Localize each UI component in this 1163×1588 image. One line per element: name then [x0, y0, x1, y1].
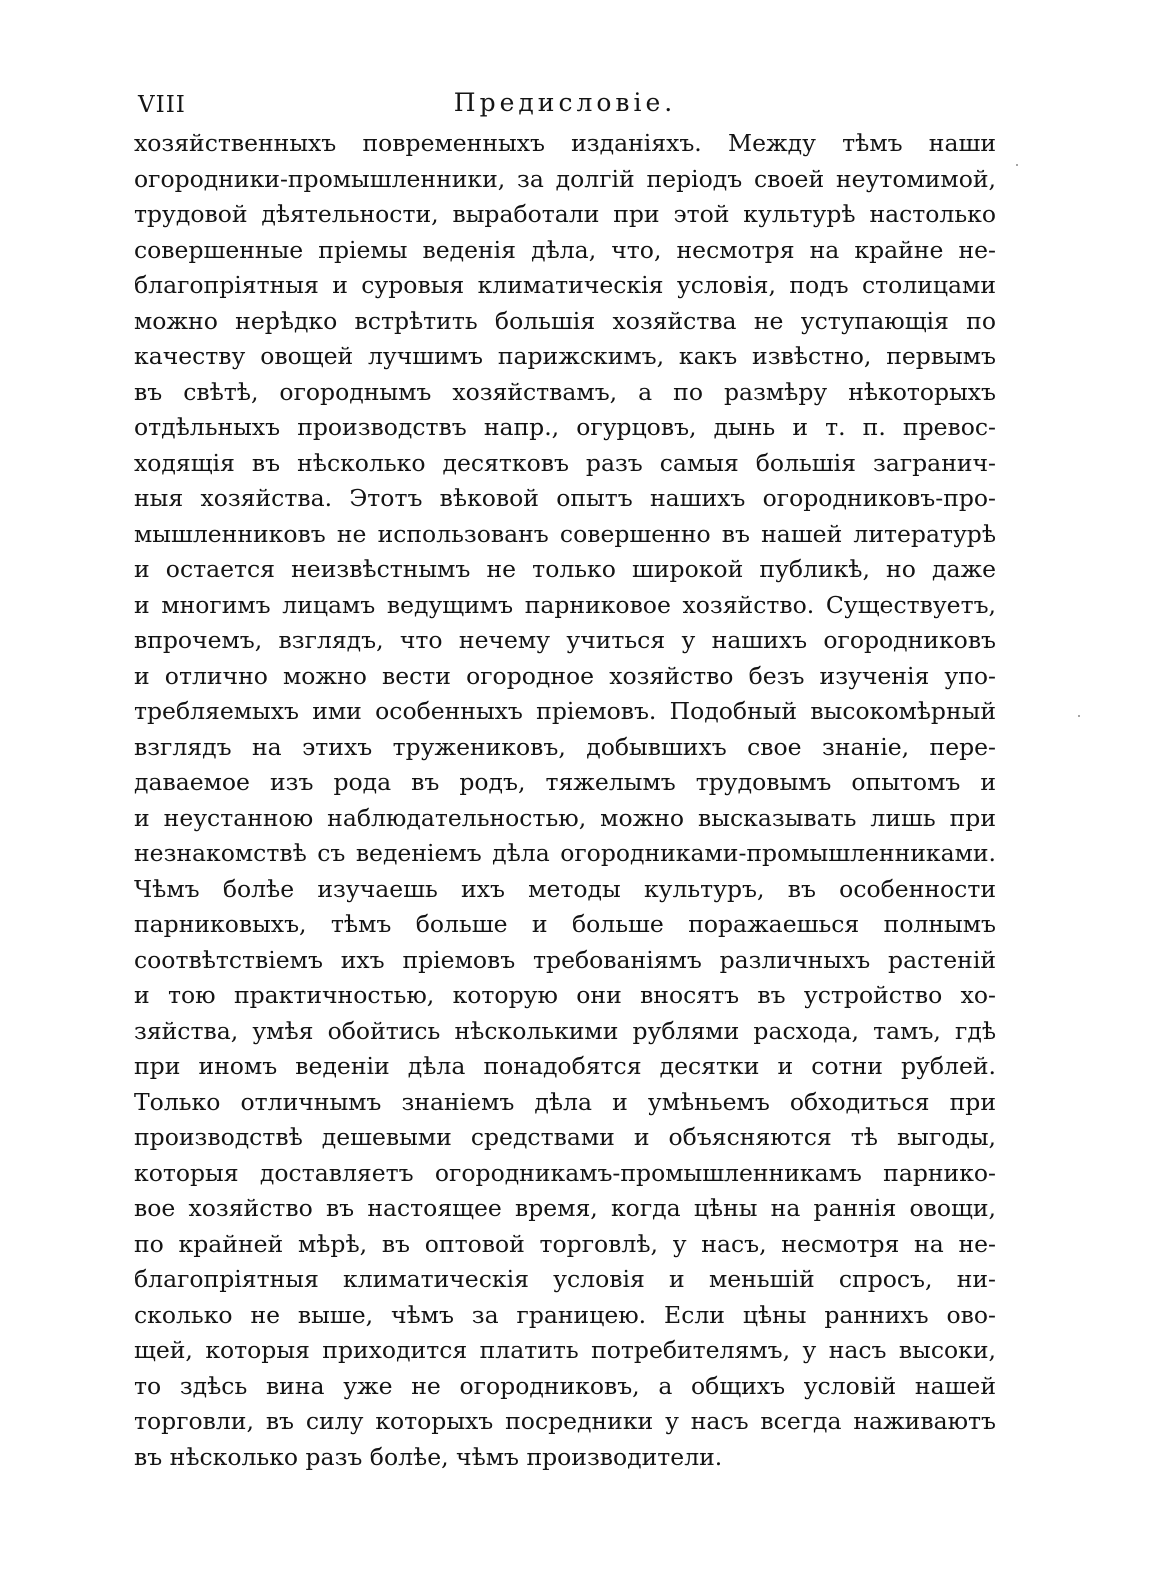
- text-line: даваемое изъ рода въ родъ, тяжелымъ трудовымъ опытомъ и: [134, 768, 996, 796]
- text-line: которыя доставляетъ огородникамъ-промышленникамъ парнико-: [134, 1158, 996, 1187]
- scan-speck: [1016, 164, 1018, 166]
- text-line: благопріятныя и суровыя климатическія условія, подъ столицами: [134, 271, 996, 299]
- text-line: и тою практичностью, которую они вносятъ въ устройство хо-: [134, 981, 996, 1009]
- text-line: взглядъ на этихъ тружениковъ, добывшихъ свое знаніе, пере-: [134, 732, 996, 761]
- text-line: въ свѣтѣ, огороднымъ хозяйствамъ, а по размѣру нѣкоторыхъ: [134, 377, 996, 406]
- text-line: хозяйственныхъ повременныхъ изданіяхъ. Между тѣмъ наши: [134, 129, 996, 157]
- running-title: Предисловіе.: [453, 88, 677, 117]
- text-line: парниковыхъ, тѣмъ больше и больше поражаешься полнымъ: [134, 910, 996, 938]
- page-number: VIII: [138, 92, 186, 118]
- text-line: трудовой дѣятельности, выработали при этой культурѣ настолько: [134, 200, 996, 228]
- text-line: щей, которыя приходится платить потребителямъ, у насъ высоки,: [134, 1336, 996, 1364]
- body-text: [134, 126, 996, 1475]
- text-line: мышленниковъ не использованъ совершенно въ нашей литературѣ: [134, 519, 996, 548]
- text-line: отдѣльныхъ производствъ напр., огурцовъ, дынь и т. п. превос-: [134, 413, 996, 441]
- text-line: и остается неизвѣстнымъ не только широкой публикѣ, но даже: [134, 555, 996, 583]
- text-line: въ нѣсколько разъ болѣе, чѣмъ производители.: [134, 1442, 723, 1471]
- text-line: совершенные пріемы веденія дѣла, что, несмотря на крайне не-: [134, 235, 996, 264]
- text-line: ходящія въ нѣсколько десятковъ разъ самыя большія загранич-: [134, 448, 996, 477]
- text-line: Только отличнымъ знаніемъ дѣла и умѣньемъ обходиться при: [134, 1087, 996, 1116]
- text-line: требляемыхъ ими особенныхъ пріемовъ. Подобный высокомѣрный: [134, 697, 996, 725]
- text-line: соотвѣтствіемъ ихъ пріемовъ требованіямъ различныхъ растеній: [134, 945, 996, 974]
- text-line: при иномъ веденіи дѣла понадобятся десятки и сотни рублей.: [134, 1052, 996, 1080]
- text-line: можно нерѣдко встрѣтить большія хозяйства не уступающія по: [134, 306, 996, 335]
- text-line: по крайней мѣрѣ, въ оптовой торговлѣ, у насъ, несмотря на не-: [134, 1229, 996, 1258]
- text-line: огородники-промышленники, за долгій періодъ своей неутомимой,: [134, 164, 996, 193]
- text-line: Чѣмъ болѣе изучаешь ихъ методы культуръ, въ особенности: [134, 874, 996, 903]
- text-line: сколько не выше, чѣмъ за границею. Если цѣны раннихъ ово-: [134, 1300, 996, 1329]
- text-line: торговли, въ силу которыхъ посредники у насъ всегда наживаютъ: [134, 1407, 996, 1435]
- text-line: впрочемъ, взглядъ, что нечему учиться у нашихъ огородниковъ: [134, 626, 996, 654]
- text-line: благопріятныя климатическія условія и меньшій спросъ, ни-: [134, 1265, 996, 1293]
- text-line: вое хозяйство въ настоящее время, когда цѣны на раннія овощи,: [134, 1194, 996, 1222]
- text-line: качеству овощей лучшимъ парижскимъ, какъ извѣстно, первымъ: [134, 342, 996, 370]
- text-line: то здѣсь вина уже не огородниковъ, а общихъ условій нашей: [134, 1371, 996, 1400]
- running-head: [134, 84, 996, 124]
- text-line: зяйства, умѣя обойтись нѣсколькими рублями расхода, тамъ, гдѣ: [134, 1016, 996, 1045]
- text-line: ныя хозяйства. Этотъ вѣковой опытъ нашихъ огородниковъ-про-: [134, 484, 996, 512]
- text-line: производствѣ дешевыми средствами и объясняются тѣ выгоды,: [134, 1123, 996, 1151]
- text-line: незнакомствѣ съ веденіемъ дѣла огородниками-промышленниками.: [134, 839, 996, 867]
- scan-speck: [1078, 715, 1080, 717]
- text-line: и многимъ лицамъ ведущимъ парниковое хозяйство. Существуетъ,: [134, 590, 996, 619]
- text-line: и отлично можно вести огородное хозяйство безъ изученія упо-: [134, 661, 996, 690]
- text-line: и неустанною наблюдательностью, можно высказывать лишь при: [134, 803, 996, 832]
